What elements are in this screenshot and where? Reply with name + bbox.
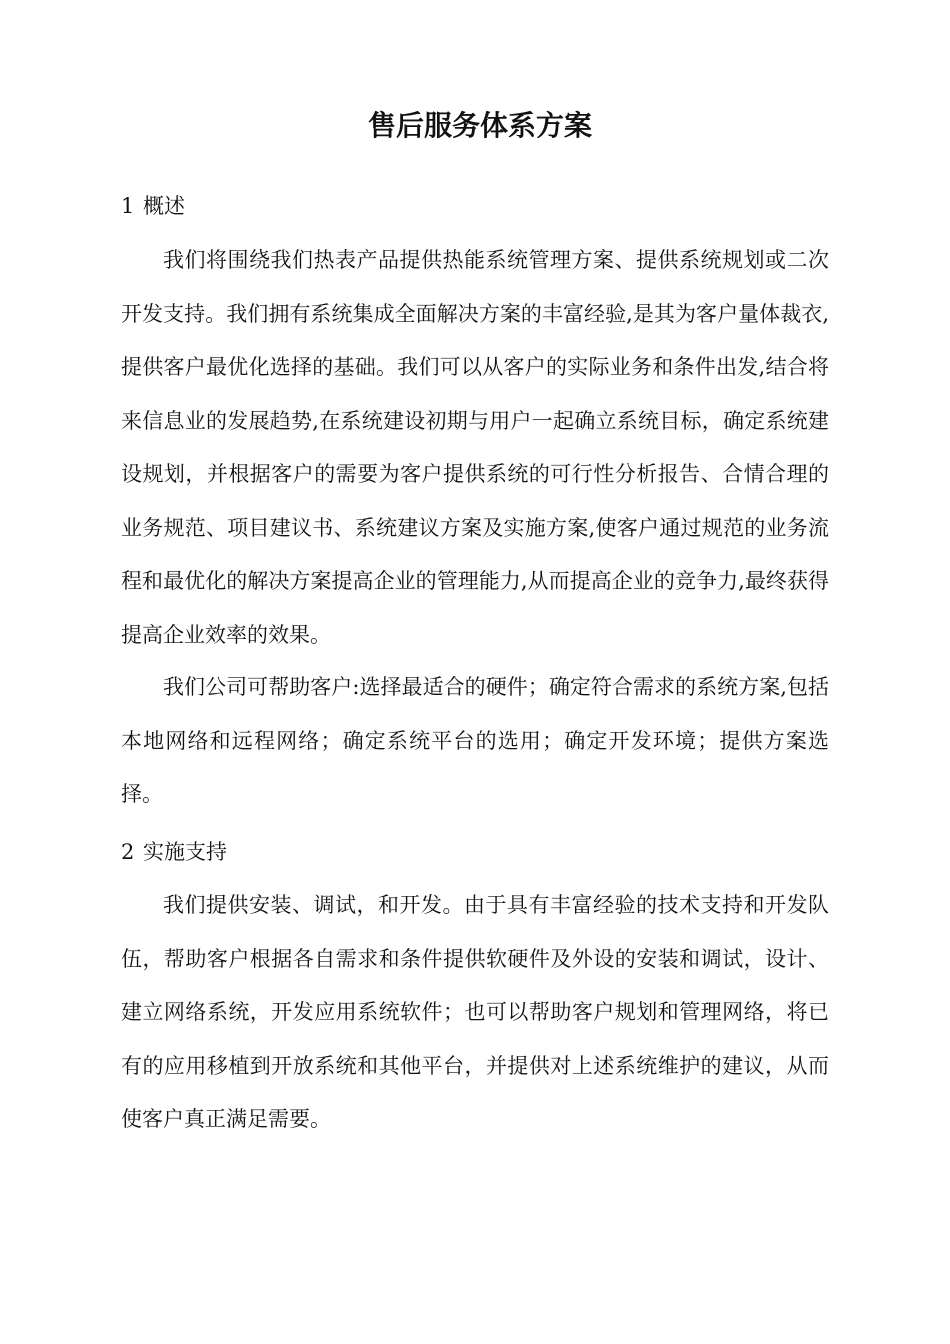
document-title: 售后服务体系方案: [367, 109, 592, 142]
section-heading-implementation-support: [121, 837, 227, 867]
section-title: 概述: [143, 194, 185, 218]
section-number: 2: [121, 840, 135, 864]
section-number: 1: [121, 194, 135, 218]
overview-paragraph-2: 我们公司可帮助客户:选择最适合的硬件；确定符合需求的系统方案,包括本地网络和远程网络；确定系统平台的选用；确定开发环境；提供方案选择。: [121, 675, 829, 806]
overview-paragraph-1: 我们将围绕我们热表产品提供热能系统管理方案、提供系统规划或二次开发支持。我们拥有系统集成全面解决方案的丰富经验,是其为客户量体裁衣,提供客户最优化选择的基础。我们可以从客户的实际业务和条件出发,结合将来信息业的发展趋势,在系统建设初期与用户一起确立系统目标，确定系统建设规划，并根据客户的需要为客户提供系统的可行性分析报告、合情合理的业务规范、项目建议书、系统建议方案及实施方案,使客户通过规范的业务流程和最优化的解决方案提高企业的管理能力,从而提高企业的竞争力,最终获得提高企业效率的效果。: [121, 248, 829, 647]
section-heading-overview: [121, 191, 185, 221]
implementation-paragraph-1: 我们提供安装、调试，和开发。由于具有丰富经验的技术支持和开发队伍，帮助客户根据各自需求和条件提供软硬件及外设的安装和调试，设计、建立网络系统，开发应用系统软件；也可以帮助客户规划和管理网络，将已有的应用移植到开放系统和其他平台，并提供对上述系统维护的建议，从而使客户真正满足需要。: [121, 893, 829, 1131]
section-title: 实施支持: [143, 840, 227, 864]
